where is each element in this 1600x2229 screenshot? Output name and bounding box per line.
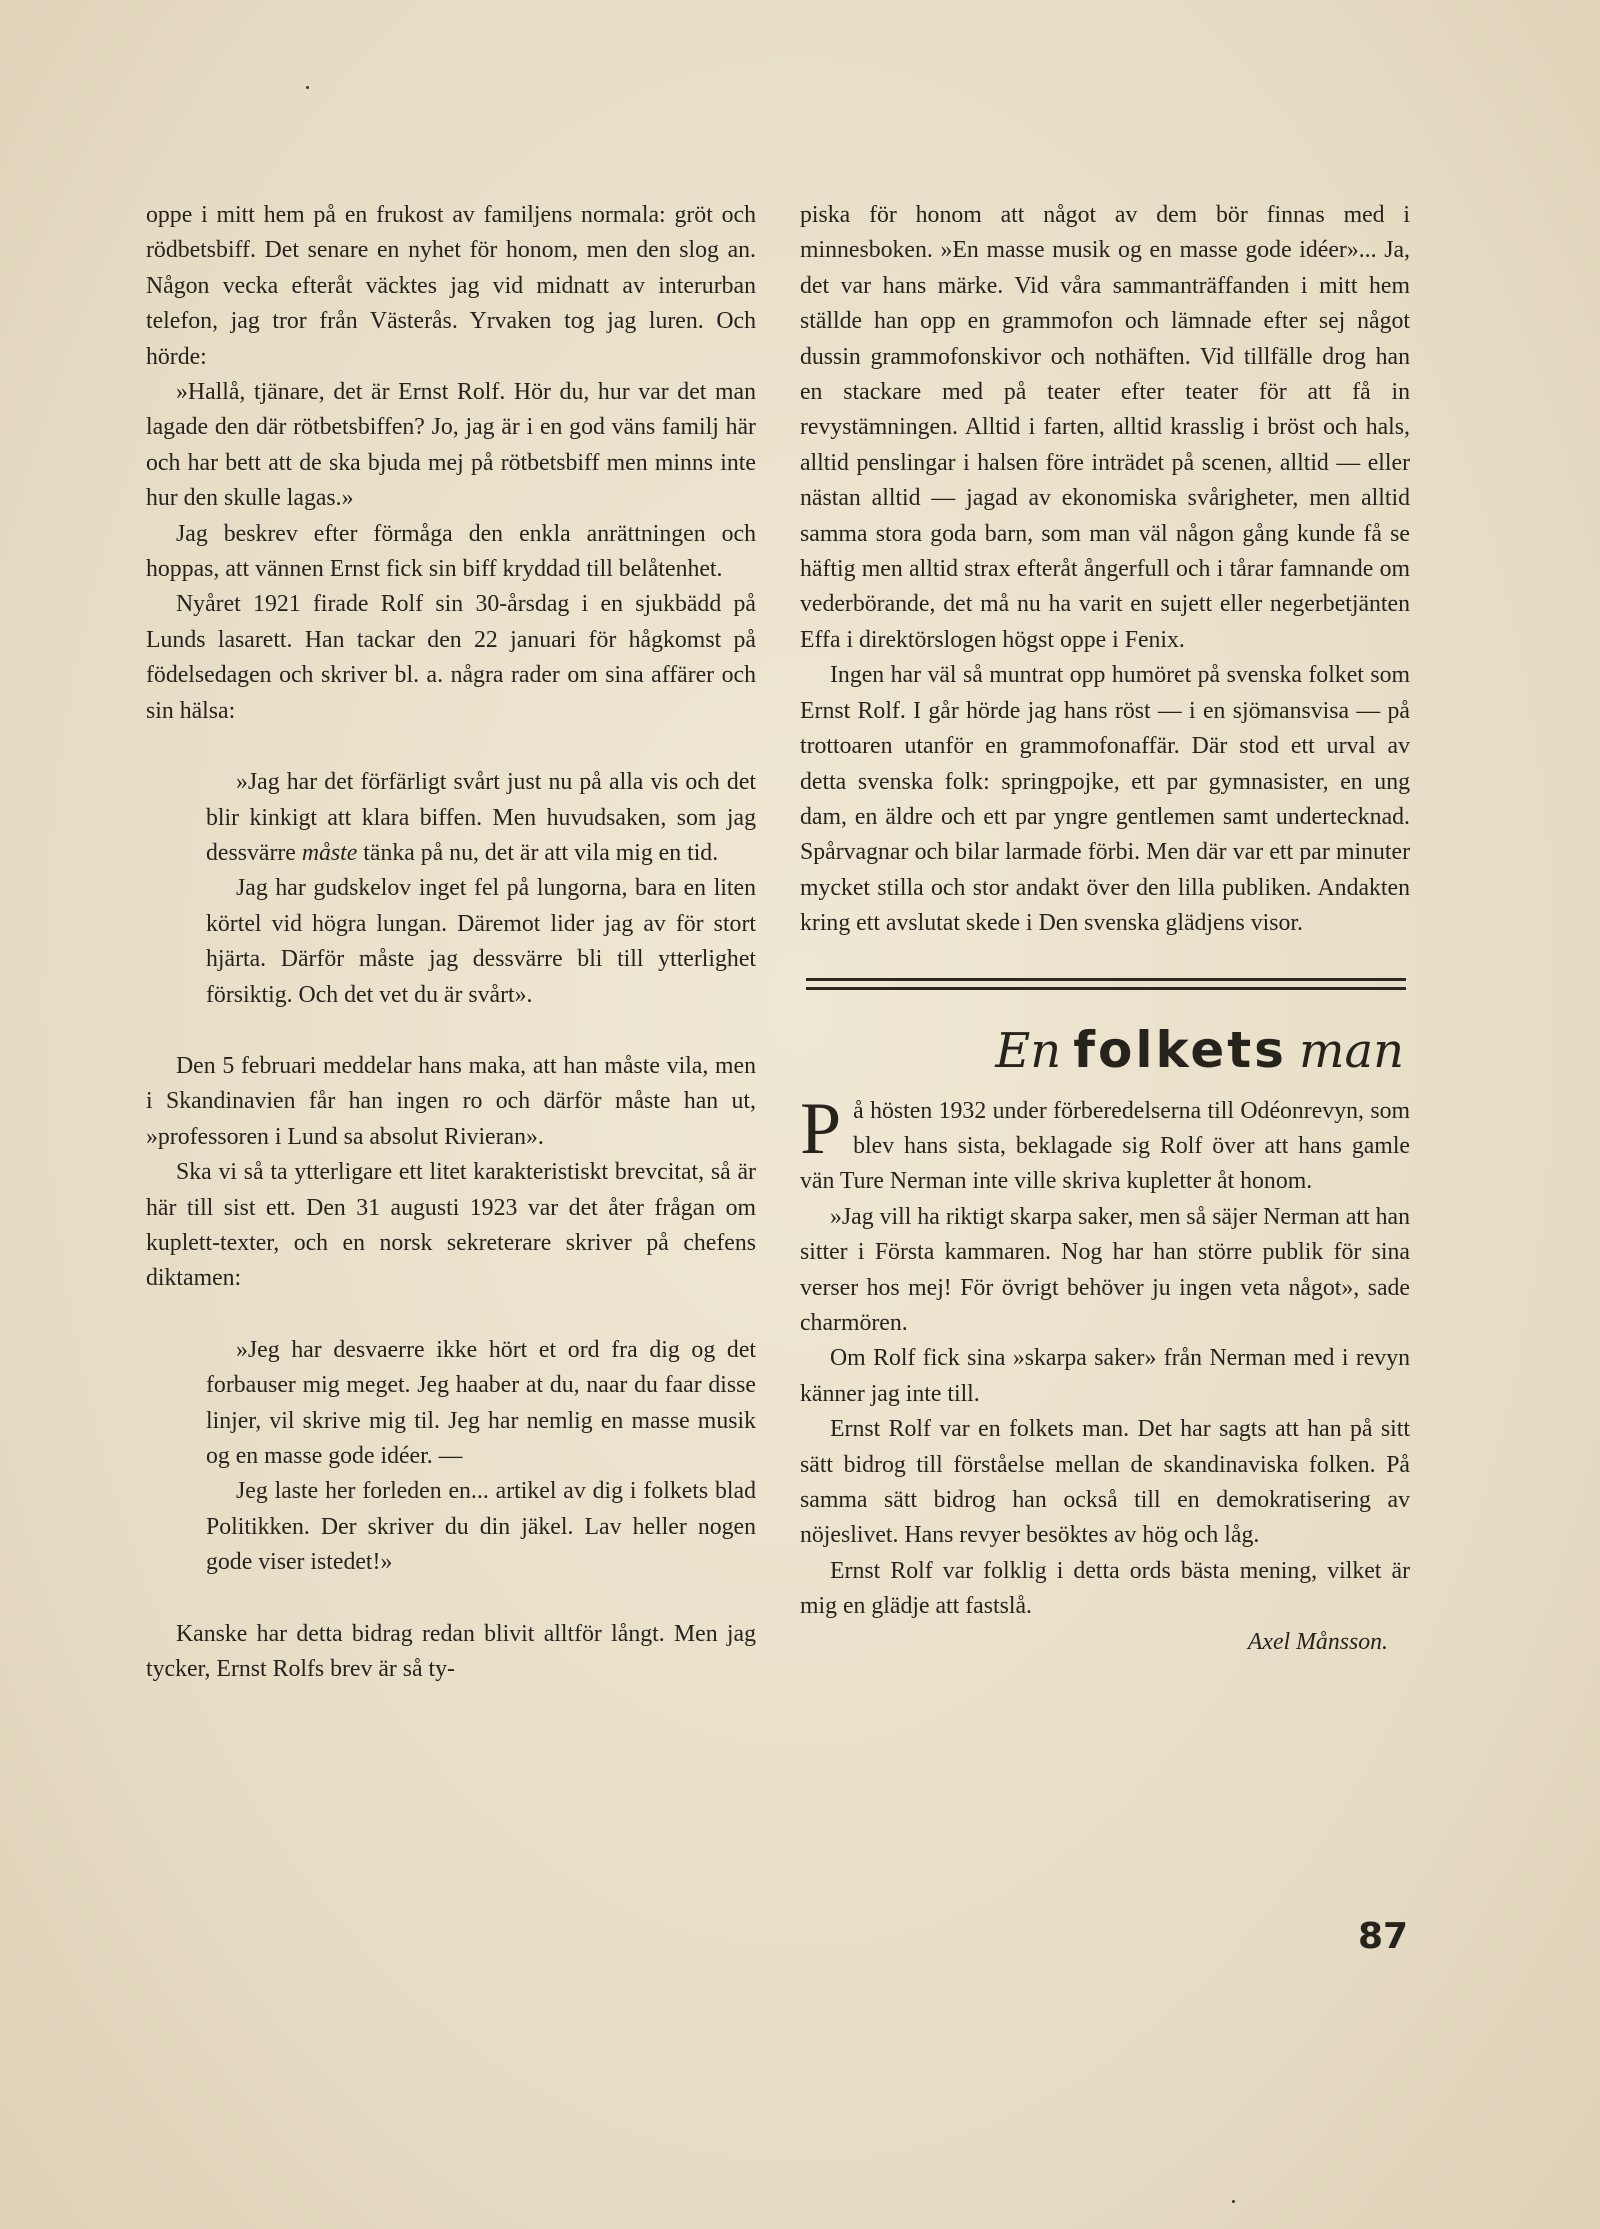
right-column — [800, 198, 1410, 1660]
article-body — [800, 1087, 1410, 1661]
print-speck — [306, 86, 309, 89]
quote-text: tänka på nu, det är att vila mig en tid. — [357, 839, 719, 866]
quote-emphasis: måste — [301, 839, 358, 866]
author-signature: Axel Månsson. — [1247, 1628, 1388, 1655]
paragraph: »Hallå, tjänare, det är Ernst Rolf. Hör du, hur var det man lagade den där rötbetsbiffen? Jo, jag är i en god väns familj här och har bett att de ska bjuda mej på rötbetsbiff men minns inte hur den skulle lagas.» — [146, 379, 756, 512]
section-divider — [806, 978, 1406, 990]
letter-quote: Jeg laste her forleden en... artikel av dig i folkets blad Politikken. Der skriver du din jäkel. Lav heller nogen gode viser istedet!» — [206, 1478, 756, 1576]
paragraph: piska för honom att något av dem bör finnas med i minnesboken. »En masse musik og en masse gode idéer»... Ja, det var hans märke. Vid våra sammanträffanden i mitt hem ställde han opp en grammofon och lämnade efter sej något dussin grammofonskivor och nothäften. Vid tillfälle drog han en stackare med på teater efter teater för att få in revystämningen. Alltid i farten, alltid krasslig i bröst och hals, alltid penslingar i halsen före inträdet på scenen, alltid — eller nästan alltid — jagad av ekonomiska svårigheter, men alltid samma stora goda barn, som man väl någon gång kunde få se häftig men alltid strax efteråt ångerfull och i tårar famnande om vederbörande, det må nu ha varit en sujett eller negerbetjänten Effa i direktörslogen högst oppe i Fenix. — [800, 202, 1410, 653]
headline-word: man — [1298, 1022, 1404, 1079]
letter-quote: »Jeg har desvaerre ikke hört et ord fra dig og det forbauser mig meget. Jeg haaber at du, naar du faar disse linjer, vil skrive mig til. Jeg har nemlig en masse musik og en masse gode idéer. — — [206, 1336, 756, 1469]
letter-quote: Jag har gudskelov inget fel på lungorna, bara en liten körtel vid högra lungan. Däremot lider jag av för stort hjärta. Därför måste jag dessvärre bli till ytterlighet försiktig. Och det vet du är svårt». — [206, 875, 756, 1008]
quote-text: »Jag har det förfärligt svårt just nu på alla vis och det blir kinkigt att klara biffen. Men huvudsaken, som jag dessvärre — [206, 769, 756, 866]
article-headline — [800, 1014, 1404, 1086]
headline-word: En — [995, 1022, 1062, 1079]
paragraph — [800, 1087, 1410, 1200]
paragraph: »Jag vill ha riktigt skarpa saker, men så säjer Nerman att han sitter i Första kammaren. Nog har han större publik för sina verser hos mej! För övrigt behöver ju ingen veta något», sade charmören. — [800, 1203, 1410, 1336]
paragraph: Ernst Rolf var en folkets man. Det har sagts att han på sitt sätt bidrog till förståelse mellan de skandinaviska folken. På samma sätt bidrog han också till en demokratisering av nöjeslivet. Hans revyer besöktes av hög och låg. — [800, 1416, 1410, 1549]
drop-cap: P — [800, 1087, 842, 1170]
headline-word-bold: folkets — [1073, 1020, 1287, 1079]
paragraph: Ska vi så ta ytterligare ett litet karakteristiskt brevcitat, så är här till sist ett. Den 31 augusti 1923 var det åter frågan om kuplett-texter, och en norsk sekreterare skriver på chefens diktamen: — [146, 1159, 756, 1292]
paragraph: Jag beskrev efter förmåga den enkla anrättningen och hoppas, att vännen Ernst fick sin biff kryddad till belåtenhet. — [146, 520, 756, 583]
paragraph: Ingen har väl så muntrat opp humöret på svenska folket som Ernst Rolf. I går hörde jag hans röst — i en sjömansvisa — på trottoaren utanför en grammofonaffär. Där stod ett urval av detta svenska folk: springpojke, ett par gymnasister, en ung dam, en äldre och ett par yngre gentlemen samt undertecknad. Spårvagnar och bilar larmade förbi. Men där var ett par minuter mycket stilla och stor andakt över den lilla publiken. Andakten kring ett avslutat skede i Den svenska glädjens visor. — [800, 662, 1410, 937]
letter-quote — [206, 765, 756, 871]
left-column — [146, 198, 756, 1687]
paragraph: Kanske har detta bidrag redan blivit alltför långt. Men jag tycker, Ernst Rolfs brev är så ty- — [146, 1620, 756, 1683]
paragraph: oppe i mitt hem på en frukost av familjens normala: gröt och rödbetsbiff. Det senare en nyhet för honom, men den slog an. Någon vecka efteråt väcktes jag vid midnatt av interurban telefon, jag tror från Västerås. Yrvaken tog jag luren. Och hörde: — [146, 202, 756, 370]
paragraph: Ernst Rolf var folklig i detta ords bästa mening, vilket är mig en glädje att fastslå. — [800, 1557, 1410, 1620]
page-number: 87 — [1358, 1916, 1409, 1957]
print-speck — [1232, 2200, 1235, 2203]
paragraph: Nyåret 1921 firade Rolf sin 30-årsdag i en sjukbädd på Lunds lasarett. Han tackar den 22 januari för hågkomst på födelsedagen och skriver bl. a. några rader om sina affärer och sin hälsa: — [146, 591, 756, 724]
paragraph-text: å hösten 1932 under förberedelserna till Odéonrevyn, som blev hans sista, beklagade sig Rolf över att hans gamle vän Ture Nerman inte ville skriva kupletter åt honom. — [800, 1097, 1410, 1195]
paragraph: Den 5 februari meddelar hans maka, att han måste vila, men i Skandinavien får han ingen ro och därför måste han ut, »professoren i Lund sa absolut Rivieran». — [146, 1052, 756, 1150]
paragraph: Om Rolf fick sina »skarpa saker» från Nerman med i revyn känner jag inte till. — [800, 1345, 1410, 1407]
